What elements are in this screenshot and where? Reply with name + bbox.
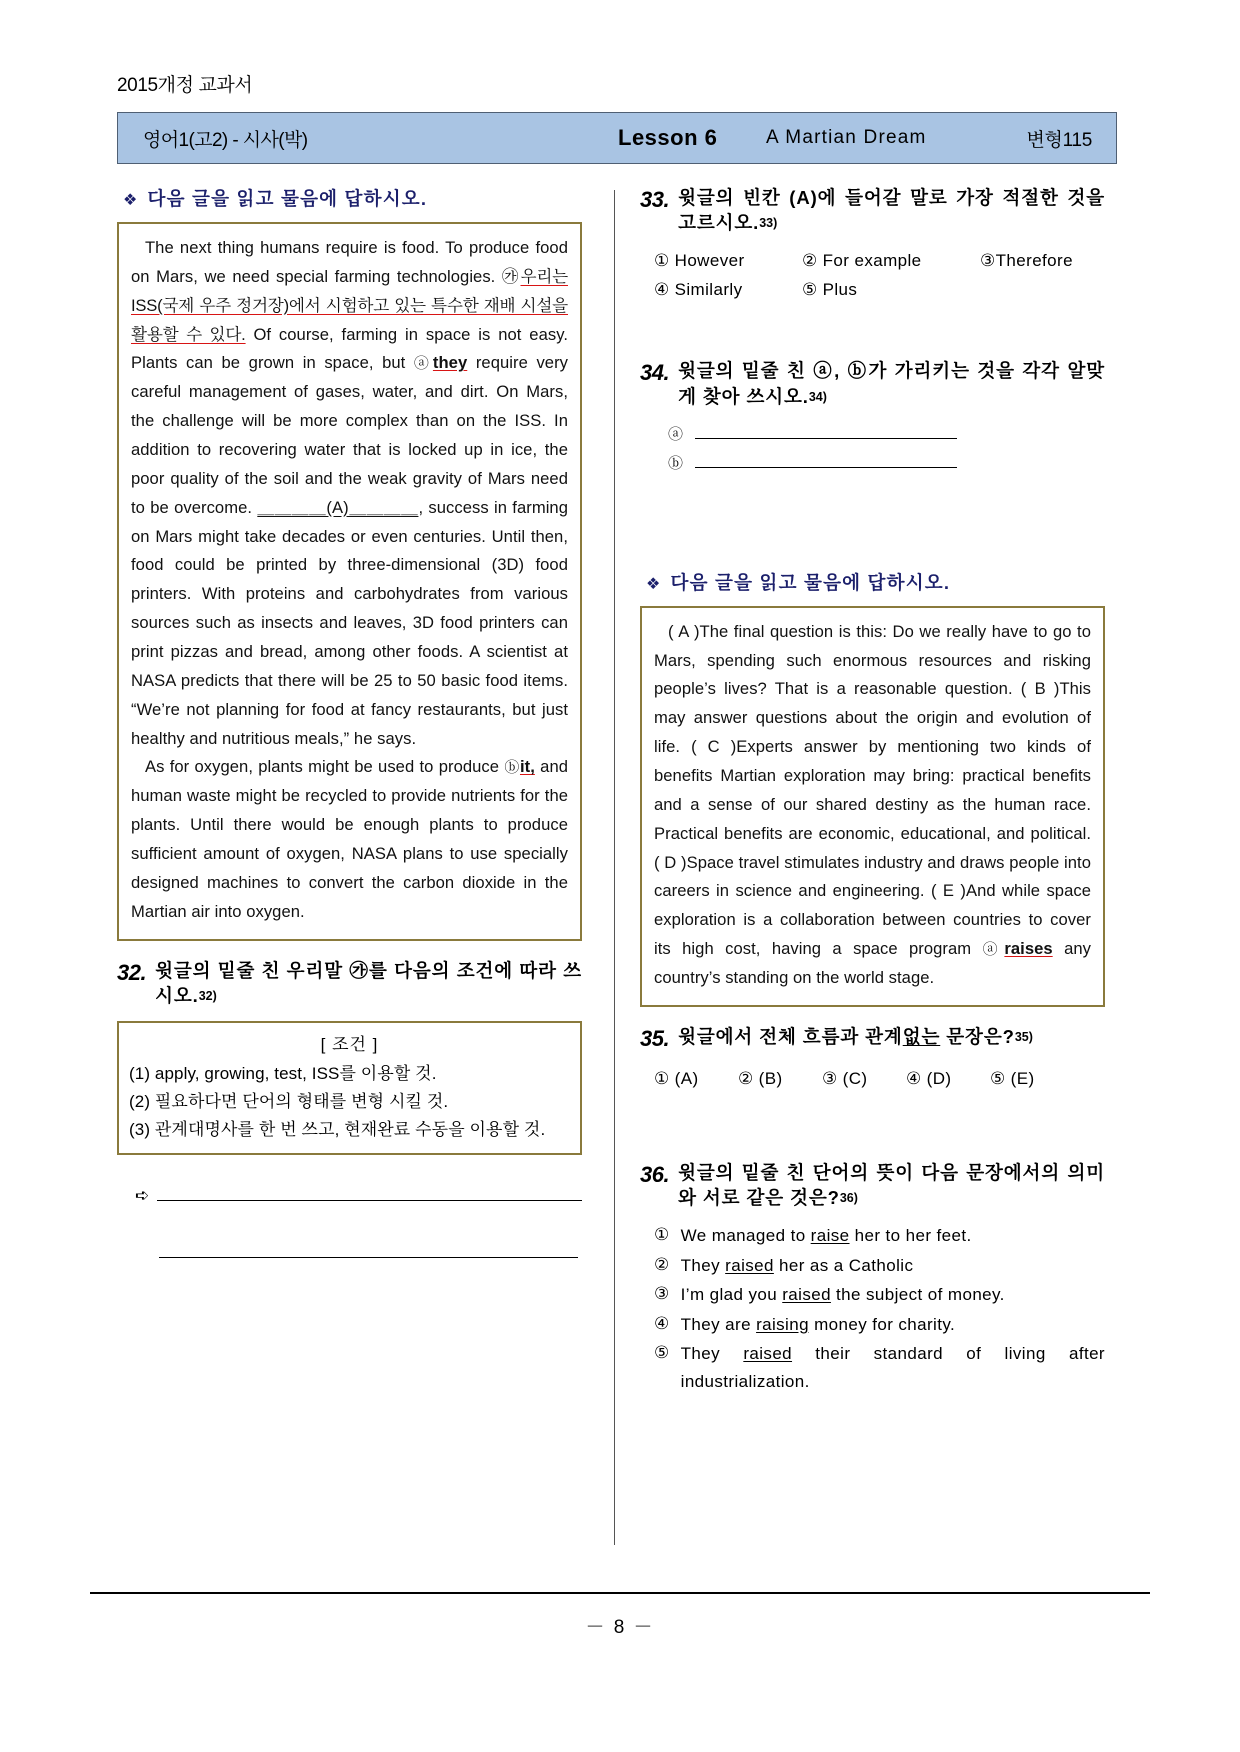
question-32-answer-line-2[interactable]: [159, 1242, 578, 1258]
choice-option[interactable]: [654, 1340, 1105, 1395]
choice-label: (C): [842, 1069, 868, 1089]
question-35-label-a: 윗글에서 전체 흐름과 관계: [678, 1025, 903, 1047]
diamond-bullet-icon: ❖: [123, 192, 139, 209]
choice-keyword: raising: [756, 1314, 809, 1334]
passage2-paragraph: [654, 618, 1091, 993]
choice-label: (D): [926, 1069, 952, 1089]
condition-title: [ 조건 ]: [320, 1034, 379, 1054]
choice-label-pre: We managed to: [680, 1226, 811, 1246]
choice-label: [681, 1340, 1105, 1395]
passage1-paragraph-2: [131, 753, 568, 926]
question-34-text: [678, 358, 1105, 408]
condition-box: [117, 1021, 582, 1155]
question-32: [117, 958, 582, 1258]
choice-marker-icon: ⑤: [802, 279, 818, 300]
question-32-number: 32.: [117, 959, 147, 985]
choice-label-pre: They: [680, 1255, 726, 1275]
instruction-left: [117, 185, 582, 211]
question-34-label: 윗글의 밑줄 친 ⓐ, ⓑ가 가리키는 것을 각각 알맞게 찾아 쓰시오.: [678, 360, 1105, 407]
header-subject: 영어1(고2) - 시사(박): [143, 129, 308, 151]
choice-label-post: the subject of money.: [830, 1285, 1005, 1305]
choice-keyword: raised: [743, 1344, 793, 1364]
choice-marker-icon: ⑤: [990, 1069, 1006, 1090]
answer-rule[interactable]: [157, 1185, 582, 1201]
instruction-label: 다음 글을 읽고 물음에 답하시오.: [670, 571, 951, 593]
question-32-answer-line-1[interactable]: [117, 1185, 582, 1206]
condition-item: (2) 필요하다면 단어의 형태를 변형 시킬 것.: [129, 1092, 449, 1111]
choice-label-pre: I’m glad you: [680, 1285, 783, 1305]
question-36-head: [640, 1160, 1105, 1210]
spacer: [640, 473, 1105, 569]
column-divider: [614, 190, 615, 1545]
choice-marker-icon: ⑤: [654, 1343, 670, 1364]
page-number: － 8 －: [585, 1617, 655, 1638]
choice-marker-icon: ①: [654, 251, 670, 272]
choice-marker-icon: ①: [654, 1225, 670, 1246]
choice-option[interactable]: [654, 1065, 738, 1094]
choice-label-post: her as a Catholic: [773, 1255, 914, 1275]
question-35-choices: [640, 1065, 1105, 1094]
choice-option[interactable]: [654, 247, 802, 276]
choice-option[interactable]: [990, 1065, 1035, 1094]
instruction-label: 다음 글을 읽고 물음에 답하시오.: [147, 188, 428, 209]
right-column: [640, 185, 1105, 1397]
question-35-head: [640, 1024, 1105, 1053]
passage1-seg-f: and human waste might be recycled to provide nutrients for the plants. Until there would be enough plants to produce sufficient amount of oxygen, NASA plans to use specially designed machines to convert the carbon dioxide in the Martian air into oxygen.: [131, 757, 568, 921]
question-35-footnote: 35): [1014, 1029, 1033, 1044]
header-bar: [117, 112, 1117, 164]
question-35-number: 35.: [640, 1025, 670, 1051]
choice-marker-icon: ②: [802, 251, 818, 272]
question-34: [640, 358, 1105, 472]
marker-a-icon: ⓐ: [668, 424, 684, 443]
question-33-label: 윗글의 빈칸 (A)에 들어갈 말로 가장 적절한 것을 고르시오.: [678, 187, 1105, 234]
header-lesson-title: A Martian Dream: [766, 127, 927, 148]
choice-option[interactable]: [654, 1311, 1105, 1339]
marker-b-icon: ⓑ: [668, 453, 684, 472]
choice-keyword: raised: [782, 1285, 831, 1305]
question-35-label-underlined: 없는: [902, 1025, 941, 1047]
question-32-text: [155, 958, 582, 1008]
choice-label-pre: They: [680, 1344, 744, 1364]
question-32-label: 윗글의 밑줄 친 우리말 ㉮를 다음의 조건에 따라 쓰시오.: [155, 959, 582, 1006]
question-32-head: [117, 958, 582, 1008]
underlined-word-they: they: [432, 353, 468, 373]
choice-keyword: raised: [725, 1255, 774, 1275]
choice-label: Therefore: [995, 251, 1073, 271]
choice-marker-icon: ①: [654, 1069, 670, 1090]
passage2-seg-a: ( A )The final question is this: Do we really have to go to Mars, spending such enormous resources and risking people’s lives? That is a reasonable question. ( B )This may answer questions about the origin and evolution of life. ( C )Experts answer by mentioning two kinds of benefits Martian exploration may bring: practical benefits and a sense of our shared destiny as the human race. Practical benefits are economic, educational, and political. ( D )Space travel stimulates industry and draws people into careers in science and engineering. ( E )And while space exploration is a collaboration between countries to cover its high cost, having a space program: [654, 621, 1091, 959]
diamond-bullet-icon: ❖: [646, 575, 662, 593]
choice-label: Similarly: [674, 279, 743, 299]
question-33-head: [640, 185, 1105, 235]
question-35-label-b: 문장은?: [940, 1025, 1015, 1047]
arrow-icon: ➪: [135, 1186, 150, 1206]
passage1-seg-d: , success in farming on Mars might take decades or even centuries. Until then, food could be printed by three-dimensional (3D) food printers. With proteins and carbohydrates from various sources such as insects and leaves, 3D food printers can print pizzas and bread, among other foods. A scientist at NASA predicts that there will be 25 to 50 basic food items. “We’re not planning for food at fancy restaurants, but just healthy and nutritious meals,” he says.: [131, 497, 568, 748]
left-column: [117, 185, 582, 1258]
question-33-choice-row-2: [654, 276, 1105, 305]
choice-marker-icon: ④: [654, 1313, 670, 1334]
choice-label-pre: They are: [680, 1314, 757, 1334]
question-33-choices: [640, 247, 1105, 304]
choice-option[interactable]: [802, 247, 980, 276]
instruction-right: [640, 569, 1105, 595]
passage1-seg-c: require very careful management of gases, water, and dirt. On Mars, the challenge will be more complex than on the ISS. In addition to recovering water that is locked up in ice, the poor quality of the soil and the weak gravity of Mars need to be overcome.: [131, 353, 568, 517]
question-33: [640, 185, 1105, 304]
passage1-seg-e: As for oxygen, plants might be used to produce: [145, 757, 505, 777]
passage-box-1: [117, 222, 582, 941]
header-variant-code: 변형115: [1026, 129, 1092, 151]
choice-option[interactable]: [654, 1281, 1105, 1309]
question-36: [640, 1160, 1105, 1396]
choice-label-post: her to her feet.: [849, 1226, 972, 1246]
choice-marker-icon: ③: [654, 1284, 670, 1305]
choice-marker-icon: ②: [738, 1069, 754, 1090]
choice-label-post: their standard of living after industrialization.: [680, 1344, 1105, 1391]
question-32-footnote: 32): [198, 988, 217, 1003]
choice-label: [681, 1252, 914, 1280]
choice-label: [681, 1311, 955, 1339]
choice-marker-icon: ③: [822, 1069, 838, 1090]
passage1-seg-b: Of course, farming in space is not easy. Plants can be grown in space, but: [131, 324, 568, 373]
marker-a-icon: ⓐ: [982, 940, 1005, 959]
choice-label: [681, 1281, 1005, 1309]
question-34-footnote: 34): [808, 389, 827, 404]
choice-option[interactable]: [738, 1065, 822, 1094]
choice-option[interactable]: [906, 1065, 990, 1094]
question-36-number: 36.: [640, 1161, 670, 1187]
spacer: [640, 1094, 1105, 1160]
choice-label: (B): [758, 1069, 783, 1089]
question-34-head: [640, 358, 1105, 408]
choice-marker-icon: ④: [654, 279, 670, 300]
question-36-label: 윗글의 밑줄 친 단어의 뜻이 다음 문장에서의 의미와 서로 같은 것은?: [678, 1161, 1105, 1209]
question-34-answer-a[interactable]: [640, 423, 1105, 444]
underlined-word-raises: raises: [1004, 939, 1053, 959]
question-34-answer-b[interactable]: [640, 452, 1105, 473]
choice-option[interactable]: [654, 1252, 1105, 1280]
document-kicker: 2015개정 교과서: [117, 75, 253, 96]
answer-rule[interactable]: [695, 425, 957, 439]
choice-label: However: [674, 251, 745, 271]
choice-option[interactable]: [822, 1065, 906, 1094]
choice-marker-icon: ②: [654, 1254, 670, 1275]
choice-option[interactable]: [980, 247, 1073, 276]
condition-item: (1) apply, growing, test, ISS를 이용할 것.: [129, 1064, 437, 1084]
question-35: [640, 1024, 1105, 1094]
choice-label: For example: [822, 251, 922, 271]
choice-label-post: money for charity.: [808, 1314, 956, 1334]
question-33-choice-row-1: [654, 247, 1105, 276]
choice-marker-icon: ④: [906, 1069, 922, 1090]
question-34-number: 34.: [640, 360, 670, 386]
choice-option[interactable]: [654, 1222, 1105, 1250]
underlined-word-it: it,: [519, 757, 535, 777]
blank-a: ＿＿＿＿(A)＿＿＿＿: [257, 497, 419, 517]
question-33-number: 33.: [640, 187, 670, 212]
passage-box-2: [640, 606, 1105, 1007]
choice-keyword: raise: [810, 1226, 850, 1246]
question-33-footnote: 33): [759, 216, 778, 231]
choice-label: (A): [674, 1069, 699, 1089]
passage1-korean-underlined: 우리는 ISS(국제 우주 정거장)에서 시험하고 있는 특수한 재배 시설을 활용할 수 있다.: [131, 266, 568, 344]
header-lesson: Lesson 6: [618, 125, 718, 150]
passage1-seg-a: The next thing humans require is food. To produce food on Mars, we need special farming technologies. ㉮: [131, 238, 568, 286]
question-35-choice-row: [654, 1065, 1105, 1094]
question-35-text: [678, 1024, 1033, 1049]
choice-label: (E): [1010, 1069, 1035, 1089]
choice-option[interactable]: [802, 276, 857, 305]
question-33-text: [678, 185, 1105, 235]
choice-label: [681, 1222, 972, 1250]
choice-marker-icon: ③: [980, 251, 996, 272]
marker-a-icon: ⓐ: [413, 354, 433, 373]
choice-label: Plus: [822, 279, 858, 299]
question-36-footnote: 36): [839, 1191, 858, 1206]
answer-rule[interactable]: [695, 454, 957, 468]
footer-divider: [90, 1592, 1150, 1594]
choice-option[interactable]: [654, 276, 802, 305]
marker-b-icon: ⓑ: [504, 758, 520, 777]
condition-item: (3) 관계대명사를 한 번 쓰고, 현재완료 수동을 이용할 것.: [129, 1119, 546, 1139]
passage1-paragraph-1: [131, 234, 568, 753]
question-36-text: [678, 1160, 1105, 1210]
passage2-seg-b: any country’s standing on the world stage.: [654, 939, 1091, 987]
question-36-choices: [640, 1222, 1105, 1395]
